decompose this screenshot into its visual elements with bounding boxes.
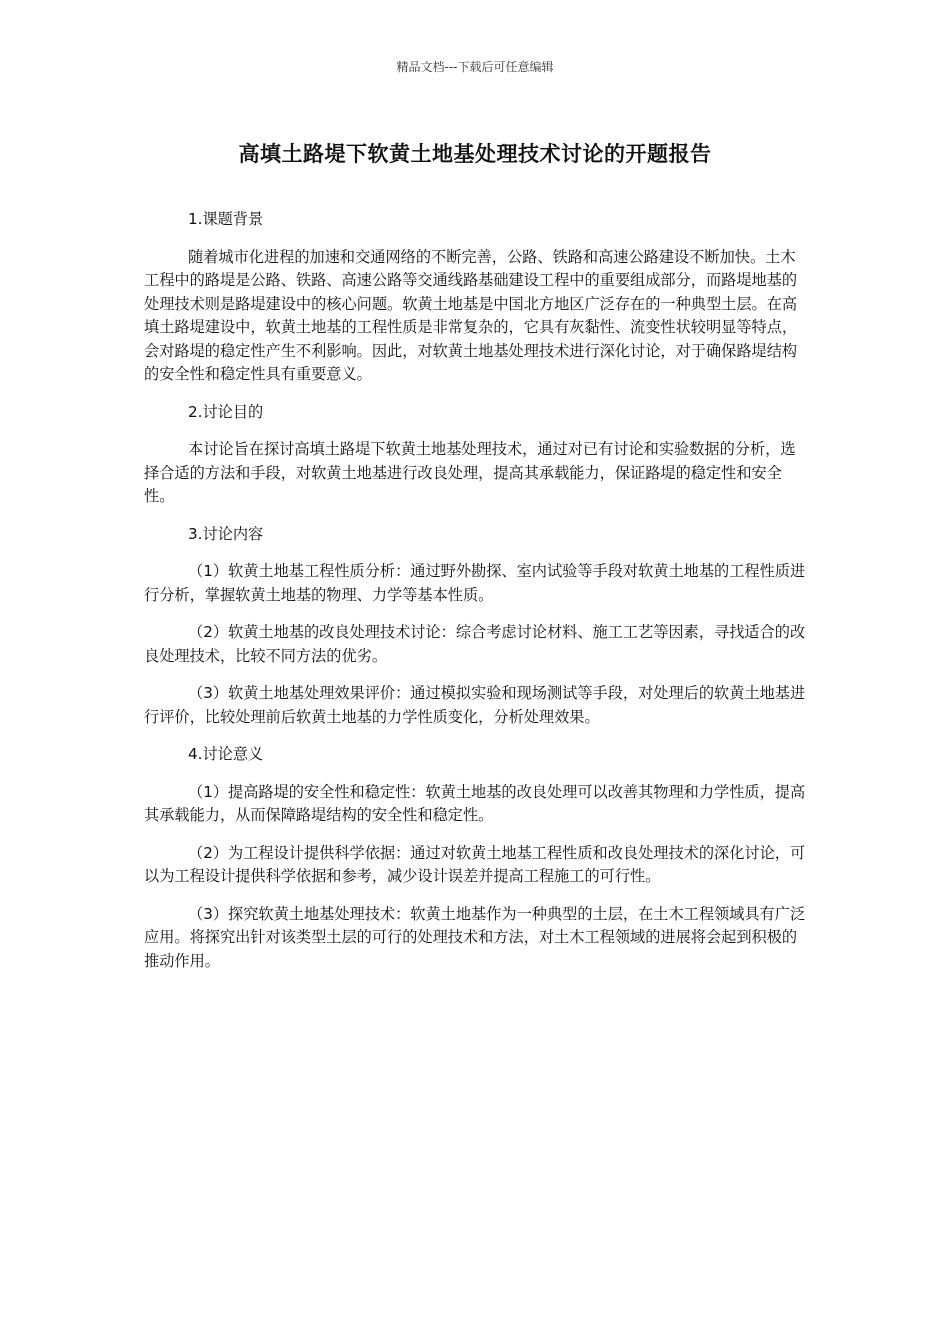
document-title: 高填土路堤下软黄土地基处理技术讨论的开题报告 — [238, 142, 712, 166]
section-heading-content: 3.讨论内容 — [188, 524, 264, 543]
content-item-1: （1）软黄土地基工程性质分析：通过野外勘探、室内试验等手段对软黄土地基的工程性质进行分析，掌握软黄土地基的物理、力学等基本性质。 — [144, 562, 806, 604]
content-item-2: （2）软黄土地基的改良处理技术讨论：综合考虑讨论材料、施工工艺等因素，寻找适合的改良处理技术，比较不同方法的优劣。 — [144, 623, 806, 665]
section-heading-significance: 4.讨论意义 — [188, 745, 264, 763]
significance-item-3: （3）探究软黄土地基处理技术：软黄土地基作为一种典型的土层，在土木工程领域具有广泛应用。将探究出针对该类型土层的可行的处理技术和方法，对土木工程领域的进展将会起到积极的推动作用。 — [144, 904, 806, 970]
content-item-3: （3）软黄土地基处理效果评价：通过模拟实验和现场测试等手段，对处理后的软黄土地基进行评价，比较处理前后软黄土地基的力学性质变化，分析处理效果。 — [144, 684, 806, 726]
document-body — [144, 208, 806, 987]
significance-item-1: （1）提高路堤的安全性和稳定性：软黄土地基的改良处理可以改善其物理和力学性质，提高其承载能力，从而保障路堤结构的安全性和稳定性。 — [144, 782, 806, 824]
purpose-paragraph: 本讨论旨在探讨高填土路堤下软黄土地基处理技术，通过对已有讨论和实验数据的分析，选择合适的方法和手段，对软黄土地基进行改良处理，提高其承载能力，保证路堤的稳定性和安全性。 — [144, 440, 796, 505]
significance-item-2: （2）为工程设计提供科学依据：通过对软黄土地基工程性质和改良处理技术的深化讨论，可以为工程设计提供科学依据和参考，减少设计误差并提高工程施工的可行性。 — [144, 843, 806, 885]
section-heading-background: 1.课题背景 — [188, 210, 264, 228]
background-paragraph: 随着城市化进程的加速和交通网络的不断完善，公路、铁路和高速公路建设不断加快。土木工程中的路堤是公路、铁路、高速公路等交通线路基础建设工程中的重要组成部分，而路堤地基的处理技术则是路堤建设中的核心问题。软黄土地基是中国北方地区广泛存在的一种典型土层。在高填土路堤建设中，软黄土地基的工程性质是非常复杂的，它具有灰黏性、流变性状较明显等特点，会对路堤的稳定性产生不利影响。因此，对软黄土地基处理技术进行深化讨论，对于确保路堤结构的安全性和稳定性具有重要意义。 — [144, 247, 798, 383]
header-note: 精品文档---下载后可任意编辑 — [396, 60, 554, 74]
section-heading-purpose: 2.讨论目的 — [188, 402, 264, 421]
